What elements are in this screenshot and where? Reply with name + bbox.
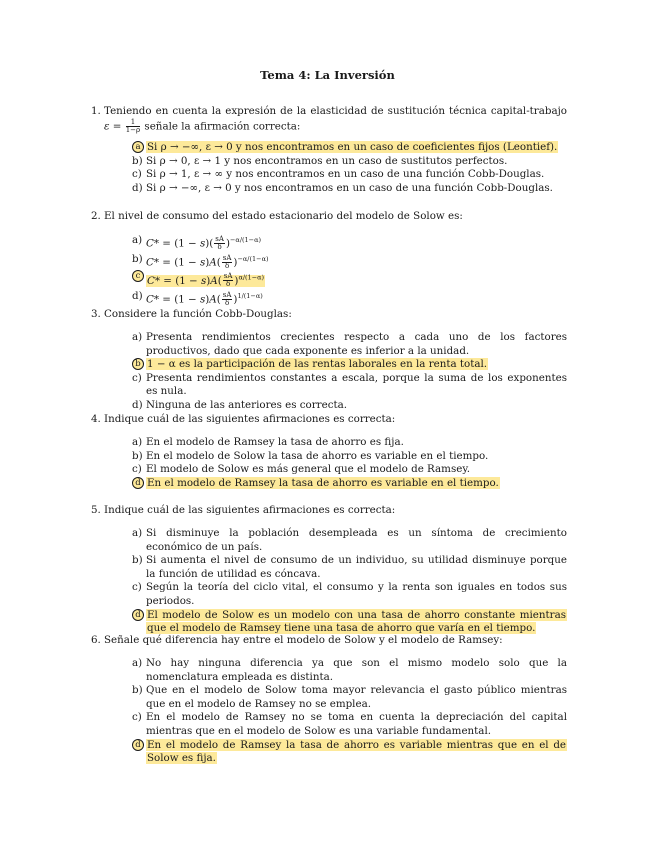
option-3c[interactable]: c) Presenta rendimientos constantes a escala, porque la suma de los exponentes es nula. [132,371,567,398]
option-4c[interactable]: c) El modelo de Solow es más general que el modelo de Ramsey. [132,463,471,476]
question-stem: Señale qué diferencia hay entre el modelo de Solow y el modelo de Ramsey: [104,634,503,646]
option-2d[interactable]: d) C* = (1 − s)A( $\frac{sA}{\delta}$ )$^{1/(1-\alpha)}$ [132,290,263,308]
option-text: C* = (1 − s)A( $\frac{sA}{\delta}$ )$^{\alpha/(1-\alpha)}$ [147,272,265,289]
question-number: 1. [91,105,101,117]
option-5c[interactable]: c) Según la teoría del ciclo vital, el consumo y la renta son iguales en todos sus periodos. [132,581,567,607]
option-2b[interactable]: b) C* = (1 − s)A( $\frac{sA}{\delta}$ )$^{-\alpha/(1-\alpha)}$ [132,252,269,270]
option-label: d [132,609,144,621]
question-stem: Teniendo en cuenta la expresión de la elasticidad de sustitución técnica capital-trabajo ε = $\frac{1}{1-\rho}$ señale la afirmación correcta: [104,105,567,134]
option-6a[interactable]: a) No hay ninguna diferencia ya que son el mismo modelo solo que la nomenclatura empleada es distinta. [132,657,567,683]
option-5d[interactable]: d El modelo de Solow es un modelo con una tasa de ahorro constante mientras que el modelo de Ramsey tiene una tasa de ahorro que varía en el tiempo. [132,609,567,636]
option-label: b [132,358,144,370]
options-4 [132,436,567,490]
option-3a[interactable]: a) Presenta rendimientos crecientes respecto a cada uno de los factores productivos, dado que cada exponente es inferior a la unidad. [132,331,567,357]
question-3 [91,308,567,322]
question-number: 4. [91,413,101,425]
option-6b[interactable]: b) Que en el modelo de Solow toma mayor relevancia el gasto público mientras que en el modelo de Ramsey no se emplea. [132,684,567,710]
option-4a[interactable]: a) En el modelo de Ramsey la tasa de ahorro es fija. [132,436,404,448]
question-4 [91,413,567,427]
question-stem: Indique cuál de las siguientes afirmaciones es correcta: [104,413,396,425]
option-label: a [132,141,144,153]
option-1d[interactable]: d) Si ρ → −∞, ε → 0 y nos encontramos en un caso de una función Cobb-Douglas. [132,181,553,194]
option-6c[interactable]: c) En el modelo de Ramsey no se toma en cuenta la depreciación del capital mientras que en el modelo de Solow es una variable fundamental. [132,711,567,737]
option-label: d [132,739,144,751]
question-stem: El nivel de consumo del estado estacionario del modelo de Solow es: [104,210,463,222]
question-number: 5. [91,504,101,516]
question-number: 2. [91,210,101,222]
option-6d[interactable]: d En el modelo de Ramsey la tasa de ahorro es variable mientras que en el de Solow es fija. [132,739,567,766]
option-4d[interactable]: d En el modelo de Ramsey la tasa de ahorro es variable en el tiempo. [132,477,567,491]
question-stem: Indique cuál de las siguientes afirmaciones es correcta: [104,504,396,516]
options-2 [132,233,567,308]
option-1c[interactable]: c) Si ρ → 1, ε → ∞ y nos encontramos en un caso de una función Cobb-Douglas. [132,168,545,181]
options-5 [132,527,567,636]
question-6 [91,634,567,648]
option-1a[interactable]: a Si ρ → −∞, ε → 0 y nos encontramos en un caso de coeficientes fijos (Leontief). [132,141,567,155]
option-3b[interactable]: b 1 − α es la participación de las rentas laborales en la renta total. [132,358,567,372]
question-stem: Considere la función Cobb-Douglas: [104,308,292,320]
question-number: 6. [91,634,101,646]
question-number: 3. [91,308,101,320]
option-label: c [132,270,144,282]
option-2c[interactable] [132,270,567,289]
option-label: d [132,477,144,489]
options-1 [132,141,567,195]
option-5b[interactable]: b) Si aumenta el nivel de consumo de un individuo, su utilidad disminuye porque la función de utilidad es cóncava. [132,554,567,580]
option-3d[interactable]: d) Ninguna de las anteriores es correcta. [132,398,348,411]
question-1 [91,105,567,134]
page-title: Tema 4: La Inversión [260,68,395,82]
question-2 [91,210,567,224]
options-6 [132,657,567,766]
option-4b[interactable]: b) En el modelo de Solow la tasa de ahorro es variable en el tiempo. [132,449,489,462]
option-2a[interactable]: a) C* = (1 − s)( $\frac{sA}{\delta}$ )$^{-\alpha/(1-\alpha)}$ [132,234,262,251]
option-5a[interactable]: a) Si disminuye la población desempleada es un síntoma de crecimiento económico de un país. [132,527,567,553]
option-1b[interactable]: b) Si ρ → 0, ε → 1 y nos encontramos en un caso de sustitutos perfectos. [132,154,508,167]
options-3 [132,331,567,413]
question-5 [91,504,567,518]
